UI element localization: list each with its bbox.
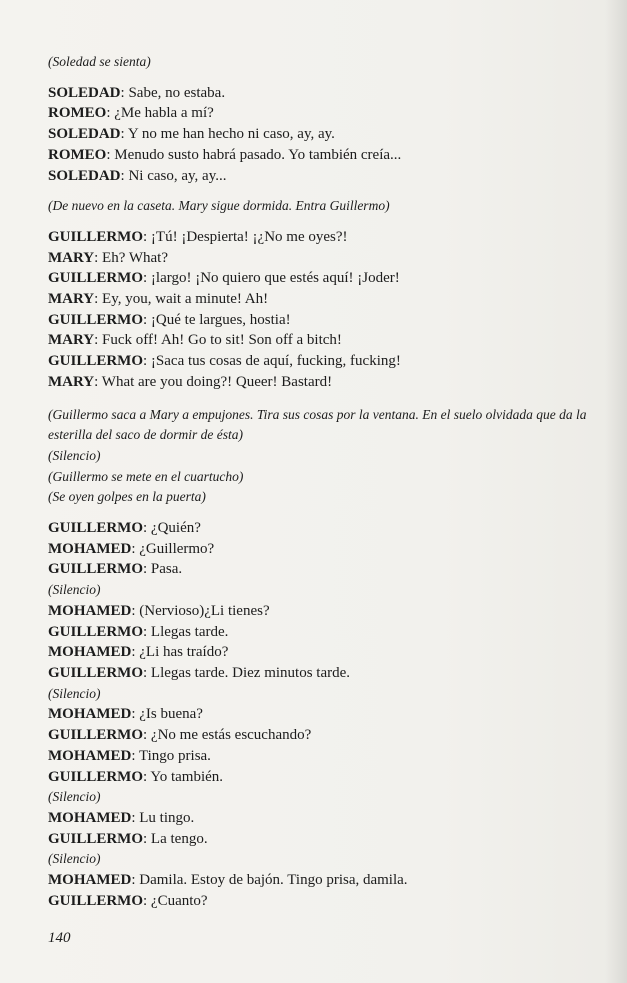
dialogue-line bbox=[48, 808, 593, 829]
speaker-name: GUILLERMO bbox=[48, 664, 144, 681]
speaker-name: GUILLERMO bbox=[48, 561, 144, 578]
speaker-name: GUILLERMO bbox=[48, 228, 144, 245]
dialogue-text: : Menudo susto habrá pasado. Yo también creía... bbox=[106, 146, 402, 163]
dialogue-line bbox=[48, 704, 593, 725]
stage-direction: (Silencio) bbox=[48, 789, 101, 805]
dialogue-text: : (Nervioso)¿Li tienes? bbox=[131, 602, 270, 619]
speaker-name: GUILLERMO bbox=[48, 727, 144, 744]
speaker-name: MOHAMED bbox=[48, 872, 132, 889]
dialogue-text: : What are you doing?! Queer! Bastard! bbox=[94, 373, 333, 390]
dialogue-line bbox=[48, 539, 593, 560]
dialogue-text: : ¡largo! ¡No quiero que estés aquí! ¡Joder! bbox=[143, 270, 400, 287]
dialogue-line bbox=[48, 829, 593, 850]
page-number: 140 bbox=[48, 930, 71, 946]
dialogue-line bbox=[48, 372, 593, 393]
dialogue-text: : ¡Tú! ¡Despierta! ¡¿No me oyes?! bbox=[143, 228, 348, 245]
dialogue-text: : ¿Li has traído? bbox=[131, 644, 229, 661]
stage-direction: (Silencio) bbox=[48, 851, 101, 867]
stage-direction: (Guillermo saca a Mary a empujones. Tira sus cosas por la ventana. En el suelo olvidada que da la esterilla del saco de dormir de ésta) bbox=[48, 406, 587, 443]
dialogue-text: : Sabe, no estaba. bbox=[120, 84, 226, 101]
dialogue-text: : Ey, you, wait a minute! Ah! bbox=[94, 291, 269, 308]
dialogue-text: : Llegas tarde. Diez minutos tarde. bbox=[143, 664, 351, 681]
stage-direction: (Silencio) bbox=[48, 582, 101, 598]
dialogue-line bbox=[48, 166, 593, 187]
dialogue-text: : Ni caso, ay, ay... bbox=[120, 167, 227, 184]
speaker-name: MOHAMED bbox=[48, 602, 132, 619]
speaker-name: SOLEDAD bbox=[48, 84, 121, 101]
speaker-name: MOHAMED bbox=[48, 809, 132, 826]
dialogue-text: : Llegas tarde. bbox=[143, 623, 229, 640]
speaker-name: GUILLERMO bbox=[48, 830, 144, 847]
dialogue-line bbox=[48, 767, 593, 788]
speaker-name: MOHAMED bbox=[48, 706, 132, 723]
speaker-name: ROMEO bbox=[48, 105, 107, 122]
dialogue-text: : ¿Quién? bbox=[143, 520, 201, 537]
dialogue-line bbox=[48, 124, 593, 145]
dialogue-text: : Y no me han hecho ni caso, ay, ay. bbox=[120, 126, 335, 143]
stage-direction: (Guillermo se mete en el cuartucho) bbox=[48, 468, 244, 484]
dialogue-line bbox=[48, 227, 593, 248]
speaker-name: MOHAMED bbox=[48, 540, 132, 557]
dialogue-line bbox=[48, 289, 593, 310]
speaker-name: GUILLERMO bbox=[48, 768, 144, 785]
stage-direction: (Se oyen golpes en la puerta) bbox=[48, 489, 206, 505]
speaker-name: MARY bbox=[48, 291, 95, 308]
speaker-name: MARY bbox=[48, 249, 95, 266]
dialogue-line bbox=[48, 83, 593, 104]
speaker-name: MARY bbox=[48, 373, 95, 390]
dialogue-text: : ¿Guillermo? bbox=[131, 540, 215, 557]
speaker-name: GUILLERMO bbox=[48, 311, 144, 328]
speaker-name: MOHAMED bbox=[48, 747, 132, 764]
dialogue-line bbox=[48, 330, 593, 351]
stage-direction: (Silencio) bbox=[48, 447, 101, 463]
dialogue-line bbox=[48, 642, 593, 663]
dialogue-text: : Yo también. bbox=[143, 768, 224, 785]
speaker-name: SOLEDAD bbox=[48, 167, 121, 184]
dialogue-line bbox=[48, 145, 593, 166]
dialogue-line bbox=[48, 663, 593, 684]
dialogue-text: : ¡Qué te largues, hostia! bbox=[143, 311, 291, 328]
dialogue-text: : ¿Cuanto? bbox=[143, 892, 208, 909]
dialogue-text: : Eh? What? bbox=[94, 249, 168, 266]
dialogue-text: : ¡Saca tus cosas de aquí, fucking, fucking! bbox=[143, 353, 401, 370]
dialogue-line bbox=[48, 622, 593, 643]
dialogue-text: : Lu tingo. bbox=[131, 809, 195, 826]
speaker-name: MOHAMED bbox=[48, 644, 132, 661]
speaker-name: MARY bbox=[48, 332, 95, 349]
script-text bbox=[48, 52, 593, 911]
dialogue-text: : ¿Me habla a mí? bbox=[106, 105, 214, 122]
speaker-name: GUILLERMO bbox=[48, 892, 144, 909]
dialogue-line bbox=[48, 725, 593, 746]
dialogue-line bbox=[48, 518, 593, 539]
dialogue-line bbox=[48, 268, 593, 289]
dialogue-text: : Fuck off! Ah! Go to sit! Son off a bitch! bbox=[94, 332, 342, 349]
speaker-name: GUILLERMO bbox=[48, 520, 144, 537]
speaker-name: GUILLERMO bbox=[48, 623, 144, 640]
dialogue-text: : ¿No me estás escuchando? bbox=[143, 727, 312, 744]
dialogue-line bbox=[48, 351, 593, 372]
dialogue-text: : ¿Is buena? bbox=[131, 706, 203, 723]
dialogue-line bbox=[48, 248, 593, 269]
dialogue-text: : Pasa. bbox=[143, 561, 183, 578]
dialogue-text: : La tengo. bbox=[143, 830, 208, 847]
speaker-name: SOLEDAD bbox=[48, 126, 121, 143]
dialogue-line bbox=[48, 559, 593, 580]
dialogue-line bbox=[48, 310, 593, 331]
dialogue-text: : Tingo prisa. bbox=[131, 747, 211, 764]
dialogue-line bbox=[48, 103, 593, 124]
page-edge-shadow bbox=[605, 0, 627, 983]
stage-direction: (Soledad se sienta) bbox=[48, 54, 151, 69]
speaker-name: ROMEO bbox=[48, 146, 107, 163]
stage-direction: (Silencio) bbox=[48, 685, 101, 701]
speaker-name: GUILLERMO bbox=[48, 270, 144, 287]
dialogue-text: : Damila. Estoy de bajón. Tingo prisa, damila. bbox=[131, 872, 408, 889]
speaker-name: GUILLERMO bbox=[48, 353, 144, 370]
dialogue-line bbox=[48, 891, 593, 912]
dialogue-line bbox=[48, 746, 593, 767]
dialogue-line bbox=[48, 870, 593, 891]
dialogue-line bbox=[48, 601, 593, 622]
stage-direction: (De nuevo en la caseta. Mary sigue dormida. Entra Guillermo) bbox=[48, 198, 390, 214]
